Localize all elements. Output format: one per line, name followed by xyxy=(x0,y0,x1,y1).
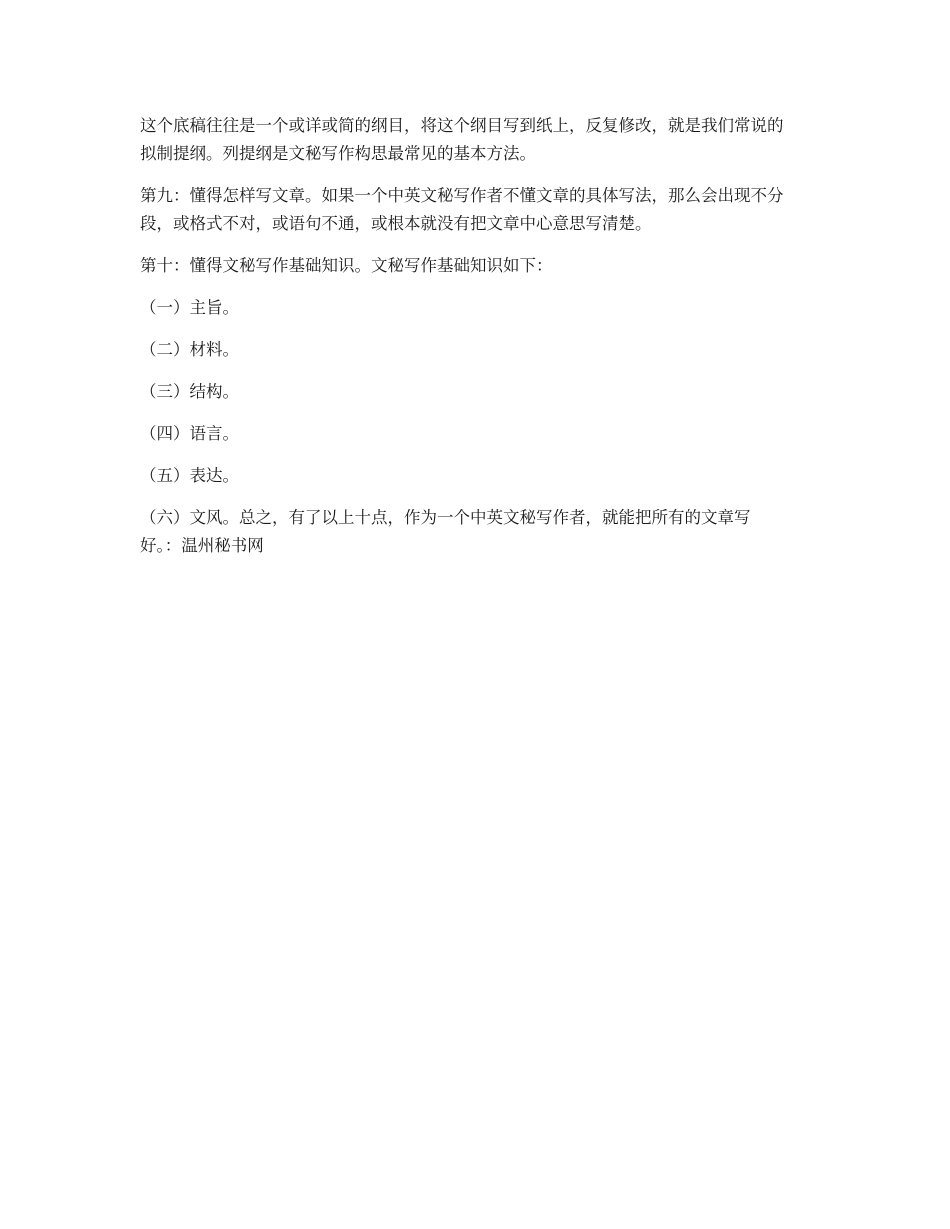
text-line: 这个底稿往往是一个或详或简的纲目，将这个纲目写到纸上，反复修改，就是我们常说的 xyxy=(140,116,784,135)
text-line: 第九：懂得怎样写文章。如果一个中英文秘写作者不懂文章的具体写法，那么会出现不分 xyxy=(140,186,784,205)
text-line: （四）语言。 xyxy=(140,424,239,443)
text-line: （五）表达。 xyxy=(140,466,239,485)
list-item-expression xyxy=(140,462,812,490)
list-item-language xyxy=(140,420,812,448)
text-line: （六）文风。总之，有了以上十点，作为一个中英文秘写作者，就能把所有的文章写 xyxy=(140,508,751,527)
list-item-theme xyxy=(140,294,812,322)
list-item-style-conclusion xyxy=(140,504,812,560)
list-item-structure xyxy=(140,378,812,406)
text-line: （二）材料。 xyxy=(140,340,239,359)
document-body xyxy=(140,112,812,574)
paragraph-outline-method xyxy=(140,112,812,168)
text-line: 第十：懂得文秘写作基础知识。文秘写作基础知识如下： xyxy=(140,256,553,275)
text-line: （一）主旨。 xyxy=(140,298,239,317)
paragraph-point-ten xyxy=(140,252,812,280)
list-item-material xyxy=(140,336,812,364)
text-line: （三）结构。 xyxy=(140,382,239,401)
paragraph-point-nine xyxy=(140,182,812,238)
text-line: 好。：温州秘书网 xyxy=(140,536,264,555)
text-line: 段，或格式不对，或语句不通，或根本就没有把文章中心意思写清楚。 xyxy=(140,214,652,233)
text-line: 拟制提纲。列提纲是文秘写作构思最常见的基本方法。 xyxy=(140,144,536,163)
